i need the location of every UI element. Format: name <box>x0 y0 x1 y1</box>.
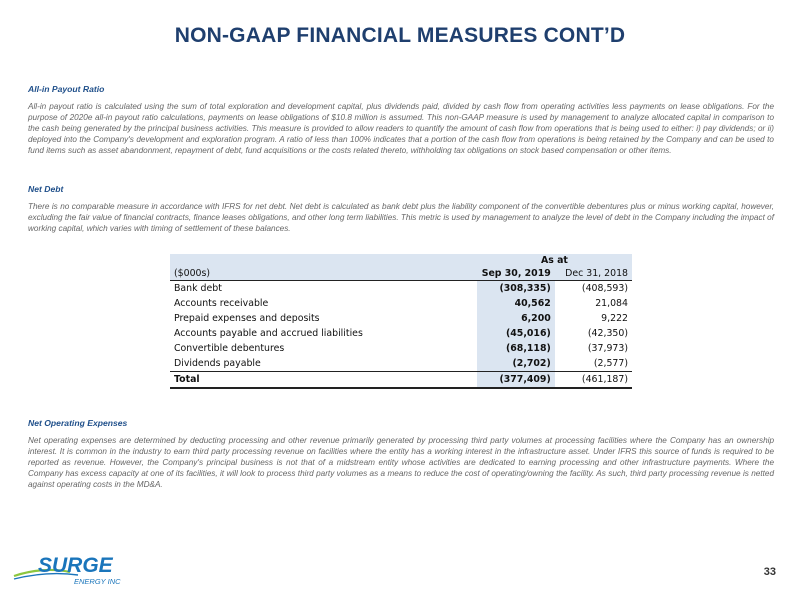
column-header: Dec 31, 2018 <box>555 266 632 281</box>
unit-label: ($000s) <box>170 266 477 281</box>
section-body: There is no comparable measure in accordance with IFRS for net debt. Net debt is calculated as bank debt plus the liability component of the convertible debentures plus or minus working capital, however, excluding the fair value of financial contracts, finance leases obligations, and other long term liabilities. This metric is used by management to analyze the level of debt in the Company including the impact of working capital, which varies with timing of settlement of these balances. <box>28 202 774 233</box>
table-total-row <box>170 372 632 389</box>
cell-value: (461,187) <box>555 372 632 389</box>
cell-value: (45,016) <box>477 326 555 341</box>
cell-value: 40,562 <box>477 296 555 311</box>
section-all-in-payout-ratio <box>28 84 774 156</box>
section-body: All-in payout ratio is calculated using the sum of total exploration and development capital, plus dividends paid, divided by cash flow from operating activities less payments on lease obligations. For the purpose of 2020e all-in payout ratio calculations, payments on lease obligations of $10.8 million is assumed. This non-GAAP measure is used by management to analyze allocated capital in comparison to the cash being generated by the principal business activities. This measure is provided to allow readers to quantify the amount of cash flow from operations that is being used to either: i) pay dividends; or ii) deployed into the Company's development and exploration program. A ratio of less than 100% indicates that a portion of the cash flow from operations is being retained by the Company and can be used to fund items such as asset abandonment, repayment of debt, fund acquisitions or the costs related thereto, withholding tax obligations on stock based compensation or other items. <box>28 102 774 155</box>
table-row <box>170 341 632 356</box>
surge-energy-logo <box>12 548 132 588</box>
table-row <box>170 356 632 372</box>
row-label: Accounts payable and accrued liabilities <box>174 328 363 339</box>
section-heading: Net Operating Expenses <box>28 418 128 428</box>
page-title: NON-GAAP FINANCIAL MEASURES CONT’D <box>174 24 626 47</box>
cell-value: (308,335) <box>477 281 555 297</box>
logo-tagline: ENERGY INC <box>74 577 121 586</box>
cell-value: (37,973) <box>587 343 628 354</box>
table-header-row <box>170 266 632 281</box>
table-row <box>170 296 632 311</box>
table-row <box>170 326 632 341</box>
cell-value: (2,577) <box>593 358 628 369</box>
row-label: Convertible debentures <box>174 343 285 354</box>
table-row <box>170 281 632 297</box>
net-debt-table <box>170 254 632 389</box>
row-label: Prepaid expenses and deposits <box>174 313 320 324</box>
cell-value: (408,593) <box>581 283 628 294</box>
cell-value: (377,409) <box>477 372 555 389</box>
cell-value: (42,350) <box>587 328 628 339</box>
row-label: Accounts receivable <box>174 298 269 309</box>
table-header-row <box>170 254 632 266</box>
table-row <box>170 311 632 326</box>
section-net-operating-expenses <box>28 418 774 490</box>
cell-value: (68,118) <box>477 341 555 356</box>
section-body: Net operating expenses are determined by deducting processing and other revenue primarily generated by processing third party volumes at processing facilities where the Company has an ownership interest. It is common in the industry to earn third party processing revenue on facilities where the entity has a working interest in the infrastructure asset. Under IFRS this source of funds is required to be reported as revenue. However, the Company's principal business is not that of a midstream entity whose activities are dedicated to earning processing and other infrastructure payments. Where the Company has excess capacity at one of its facilities, it will look to process third party volumes as a means to reduce the cost of operating/owning the facility. As such, third party processing revenue is netted against operating costs in the MD&A. <box>28 436 774 489</box>
column-header: Sep 30, 2019 <box>477 266 555 281</box>
logo-graphic <box>12 548 132 588</box>
row-label: Total <box>170 372 477 389</box>
cell-value: 21,084 <box>595 298 628 309</box>
section-net-debt <box>28 184 774 234</box>
page-number: 33 <box>763 566 776 578</box>
cell-value: 6,200 <box>477 311 555 326</box>
section-heading: Net Debt <box>28 184 64 194</box>
row-label: Dividends payable <box>174 358 261 369</box>
group-header: As at <box>477 254 632 266</box>
cell-value: 9,222 <box>601 313 628 324</box>
logo-wordmark: SURGE <box>38 554 113 577</box>
cell-value: (2,702) <box>477 356 555 372</box>
section-heading: All-in Payout Ratio <box>28 84 105 94</box>
row-label: Bank debt <box>174 283 222 294</box>
